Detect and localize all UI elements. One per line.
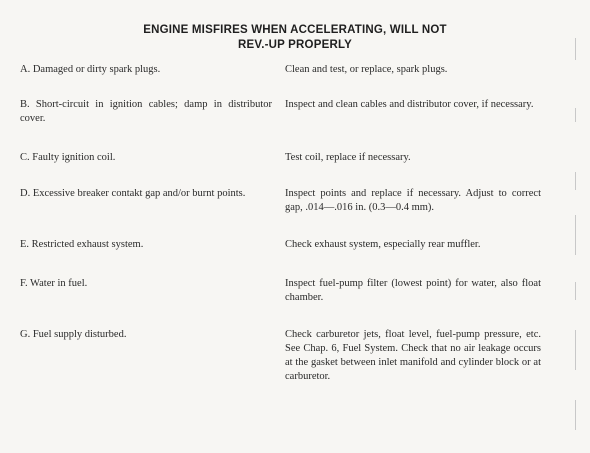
section-title-line-2: REV.-UP PROPERLY: [238, 39, 352, 51]
cause-text: E. Restricted exhaust system.: [20, 239, 144, 250]
remedy-text: Check carburetor jets, float level, fuel-pump pressure, etc. See Chap. 6, Fuel System. Check that no air leakage occurs at the gasket between inlet manifold and cylinder block or at carburetor.: [285, 329, 541, 382]
scan-edge-mark: [575, 330, 576, 370]
cause-text: C. Faulty ignition coil.: [20, 152, 116, 163]
cause-text: F. Water in fuel.: [20, 278, 88, 289]
cause-text: B. Short-circuit in ignition cables; damp in distributor cover.: [20, 99, 272, 124]
scan-edge-mark: [575, 172, 576, 190]
scan-edge-mark: [575, 38, 576, 60]
scan-edge-mark: [575, 215, 576, 255]
scan-edge-mark: [575, 400, 576, 430]
remedy-text: Inspect and clean cables and distributor cover, if necessary.: [285, 99, 534, 110]
section-title-line-1: ENGINE MISFIRES WHEN ACCELERATING, WILL NOT: [143, 24, 447, 36]
scan-edge-mark: [575, 108, 576, 122]
cause-text: A. Damaged or dirty spark plugs.: [20, 64, 161, 75]
remedy-text: Inspect fuel-pump filter (lowest point) for water, also float chamber.: [285, 278, 541, 303]
remedy-text: Inspect points and replace if necessary. Adjust to correct gap, .014—.016 in. (0.3—0.4 mm).: [285, 188, 541, 213]
remedy-text: Clean and test, or replace, spark plugs.: [285, 64, 448, 75]
remedy-text: Test coil, replace if necessary.: [285, 152, 411, 163]
cause-text: G. Fuel supply disturbed.: [20, 329, 127, 340]
cause-text: D. Excessive breaker contakt gap and/or burnt points.: [20, 188, 246, 199]
remedy-text: Check exhaust system, especially rear muffler.: [285, 239, 481, 250]
scan-edge-mark: [575, 282, 576, 300]
